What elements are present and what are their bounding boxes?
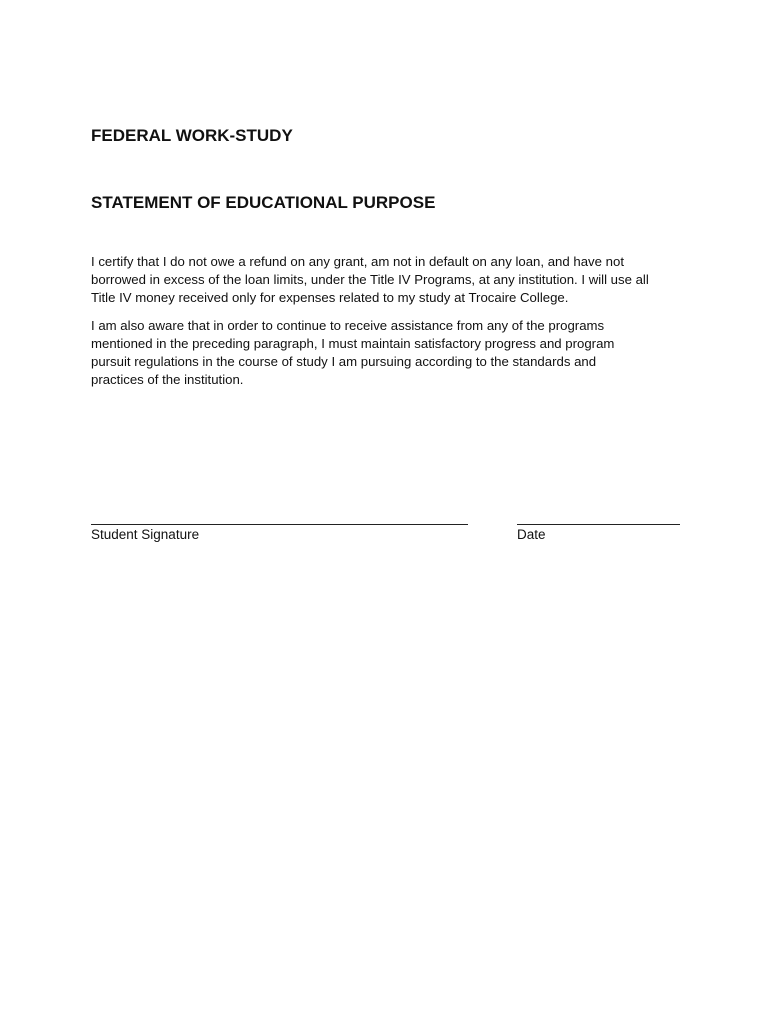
paragraph-line: mentioned in the preceding paragraph, I must maintain satisfactory progress and program <box>91 336 615 351</box>
student-signature-label: Student Signature <box>91 527 200 542</box>
document-subtitle: STATEMENT OF EDUCATIONAL PURPOSE <box>91 193 436 212</box>
date-line[interactable] <box>517 524 680 525</box>
document-title: FEDERAL WORK-STUDY <box>91 126 293 145</box>
paragraph-line: I am also aware that in order to continue to receive assistance from any of the programs <box>91 318 605 333</box>
paragraph-line: I certify that I do not owe a refund on any grant, am not in default on any loan, and have not <box>91 254 624 269</box>
paragraph-line: Title IV money received only for expenses related to my study at Trocaire College. <box>91 290 569 305</box>
date-label: Date <box>517 527 546 542</box>
paragraph-line: borrowed in excess of the loan limits, under the Title IV Programs, at any institution. I will use all <box>91 272 649 287</box>
paragraph-line: pursuit regulations in the course of study I am pursuing according to the standards and <box>91 354 597 369</box>
certification-paragraph <box>91 253 691 307</box>
student-signature-line[interactable] <box>91 524 468 525</box>
paragraph-line: practices of the institution. <box>91 372 244 387</box>
awareness-paragraph <box>91 317 691 389</box>
